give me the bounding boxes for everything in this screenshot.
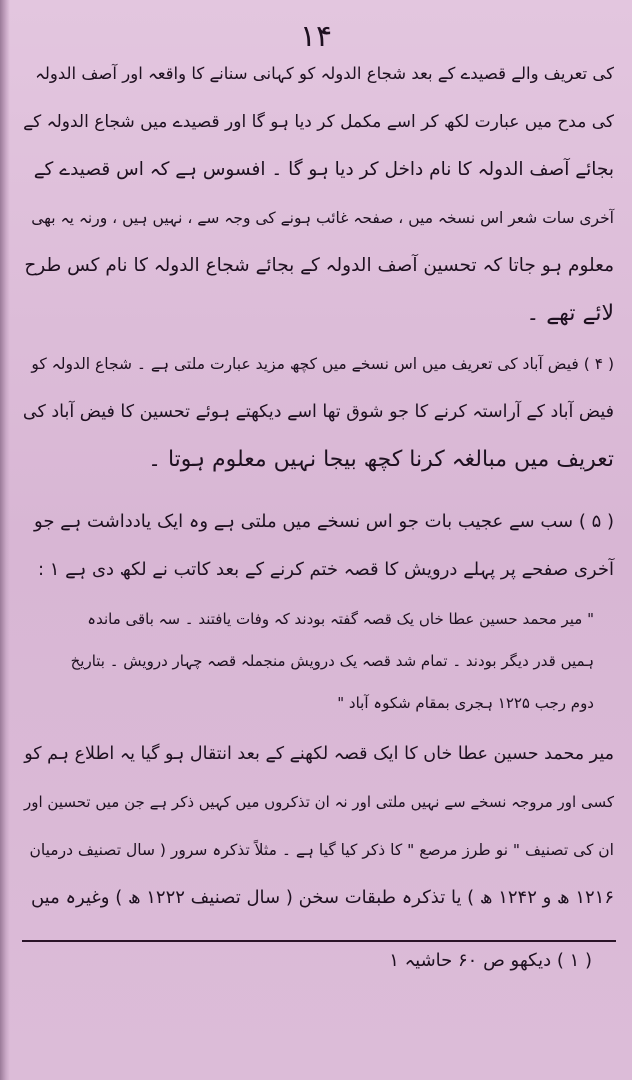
footnote: ( ۱ ) دیکھو ص ۶۰ حاشیہ ۱ [389, 950, 592, 971]
text-line: کی مدح میں عبارت لکھ کر اسے مکمل کر دیا ہو گا اور قصیدے میں شجاع الدولہ کے [23, 112, 614, 132]
text-line: لائے تھے ۔ [526, 301, 614, 326]
quote-line: " میر محمد حسین عطا خاں یک قصہ گفتہ بودند کہ وفات یافتند ۔ سہ باقی ماندہ [87, 610, 594, 628]
quote-line: ہمیں قدر دیگر بودند ۔ تمام شد قصہ یک درویش منجملہ قصہ چہار درویش ۔ بتاریخ [70, 652, 594, 670]
quote-line: دوم رجب ۱۲۲۵ ہجری بمقام شکوہ آباد " [337, 694, 594, 712]
text-line: ان کی تصنیف " نو طرز مرصع " کا ذکر کیا گیا ہے ۔ مثلاً تذکرہ سرور ( سال تصنیف درمیان [29, 841, 614, 859]
text-line: معلوم ہو جاتا کہ تحسین آصف الدولہ کے بجائے شجاع الدولہ کا نام کس طرح [24, 255, 614, 276]
text-line: آخری سات شعر اس نسخہ میں ، صفحہ غائب ہونے کی وجہ سے ، نہیں ہیں ، ورنہ یہ بھی [31, 209, 614, 227]
paragraph-continuation [24, 50, 614, 338]
text-line: میر محمد حسین عطا خاں کا ایک قصہ لکھنے کے بعد انتقال ہو گیا یہ اطلاع ہم کو [24, 744, 614, 764]
page-binding-edge [0, 0, 10, 1080]
text-line: آخری صفحے پر پہلے درویش کا قصہ ختم کرنے کے بعد کاتب نے لکھ دی ہے ۱ : [37, 559, 614, 580]
text-line: ( ۵ ) سب سے عجیب بات جو اس نسخے میں ملتی ہے وہ ایک یادداشت ہے جو [34, 511, 614, 532]
paragraph-5 [24, 498, 614, 594]
paragraph-4 [24, 340, 614, 484]
text-line: تعریف میں مبالغہ کرنا کچھ بیجا نہیں معلوم ہوتا ۔ [148, 447, 614, 472]
page-number: ۱۴ [299, 19, 333, 54]
persian-quote [24, 598, 614, 724]
text-line: بجائے آصف الدولہ کا نام داخل کر دیا ہو گا ۔ افسوس ہے کہ اس قصیدے کے [33, 159, 614, 180]
footnote-divider [22, 940, 616, 942]
text-line: کی تعریف والے قصیدے کے بعد شجاع الدولہ کو کہانی سنانے کا واقعہ اور آصف الدولہ [35, 64, 614, 83]
text-line: فیض آباد کے آراستہ کرنے کا جو شوق تھا اسے دیکھتے ہوئے تحسین کا فیض آباد کی [22, 402, 614, 422]
text-line: ( ۴ ) فیض آباد کی تعریف میں اس نسخے میں کچھ مزید عبارت ملتی ہے ۔ شجاع الدولہ کو [31, 355, 614, 373]
text-line: کسی اور مروجہ نسخے سے نہیں ملتی اور نہ ان تذکروں میں کہیں ذکر ہے جن میں تحسین اور [23, 793, 614, 811]
paragraph-6 [24, 730, 614, 922]
text-line: ۱۲۱۶ ھ و ۱۲۴۲ ھ ) یا تذکرہ طبقات سخن ( سال تصنیف ۱۲۲۲ ھ ) وغیرہ میں [30, 887, 614, 908]
